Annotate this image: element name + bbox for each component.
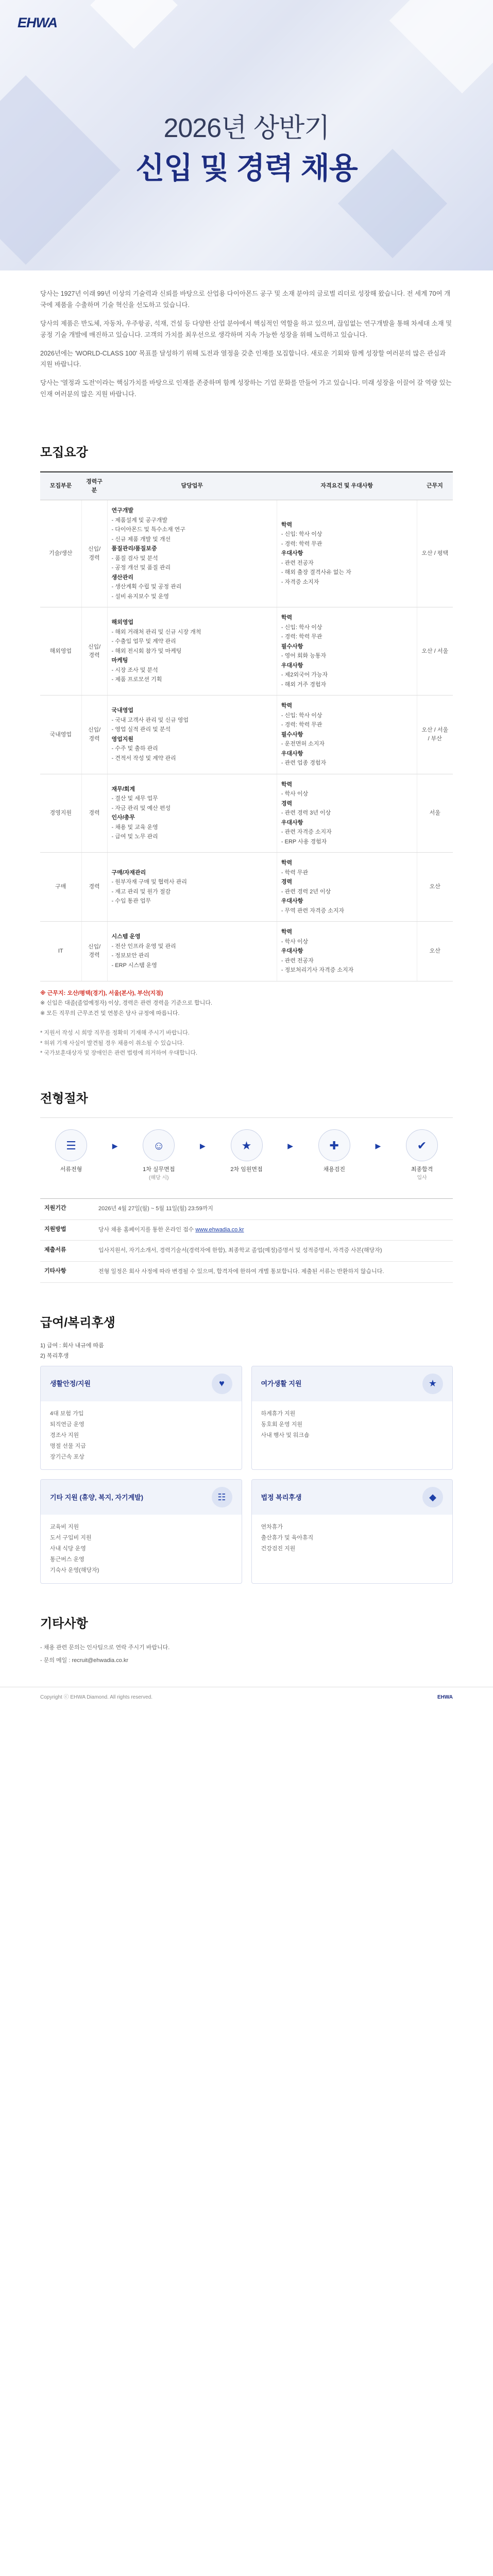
benefit-card-body <box>41 1401 242 1469</box>
process-step <box>391 1129 453 1182</box>
duties-cell <box>107 774 277 853</box>
section-title: 전형절차 <box>40 1092 88 1106</box>
section-title: 모집요강 <box>40 446 88 460</box>
list-item: - 해외 거래처 관리 및 신규 시장 개척 <box>111 629 201 635</box>
duties-list <box>112 785 273 841</box>
list-item: 마케팅 <box>111 657 128 664</box>
qualification-list <box>281 928 413 975</box>
duties-list <box>112 506 273 601</box>
info-value: 2026년 4월 27일(월) ~ 5월 11일(월) 23:59까지 <box>98 1205 213 1212</box>
benefit-card-title: 여가생활 지원 <box>261 1380 302 1388</box>
benefit-card-body <box>252 1401 453 1463</box>
qualification-list <box>281 859 413 915</box>
arrow-right-icon: ▶ <box>199 1142 206 1150</box>
benefit-item: 도서 구입비 지원 <box>50 1535 92 1541</box>
decor-facet <box>90 0 178 49</box>
benefit-item: 4대 보험 가입 <box>50 1410 84 1417</box>
section-title: 급여/복리후생 <box>40 1315 115 1330</box>
list-item: - 관련 업종 경험자 <box>281 760 327 766</box>
step-label: 2차 임원면접 <box>230 1166 263 1173</box>
benefit-card-header <box>41 1366 242 1401</box>
benefit-item: 명절 선물 지급 <box>50 1443 86 1449</box>
list-item: - 신입: 학사 이상 <box>281 624 322 631</box>
list-item: 학력 <box>281 615 293 621</box>
table-row <box>40 607 453 696</box>
info-row <box>40 1220 453 1241</box>
qualification-cell <box>277 774 417 853</box>
benefit-item: 경조사 지원 <box>50 1432 79 1438</box>
list-item: - 관련 경력 2년 이상 <box>281 888 331 895</box>
list-item: - 관련 경력 3년 이상 <box>281 810 331 816</box>
list-item: 우대사항 <box>281 750 303 757</box>
duties-cell <box>107 696 277 774</box>
career-cell: 신입/경력 <box>81 922 107 981</box>
document-icon: ☰ <box>55 1129 87 1161</box>
benefit-item: 기숙사 운영(해당자) <box>50 1567 99 1573</box>
list-item: - 해외 거주 경험자 <box>281 681 327 688</box>
list-item: - 전산 인프라 운영 및 관리 <box>111 943 176 950</box>
benefit-item: 퇴직연금 운영 <box>50 1421 84 1428</box>
list-item: - 설비 유지보수 및 운영 <box>111 593 169 600</box>
list-item: - 신입: 학사 이상 <box>281 531 322 538</box>
benefit-item: 통근버스 운영 <box>50 1556 84 1563</box>
list-item: - 제품 프로모션 기획 <box>111 676 162 683</box>
column-header: 담당업무 <box>107 472 277 500</box>
arrow-right-icon: ▶ <box>112 1142 118 1150</box>
column-header: 자격요건 및 우대사항 <box>277 472 417 500</box>
list-item: - 신입: 학사 이상 <box>281 712 322 719</box>
info-row <box>40 1199 453 1220</box>
duties-list <box>112 933 273 970</box>
note-line: * 허위 기재 사실이 발견될 경우 채용이 취소될 수 있습니다. <box>40 1040 184 1046</box>
list-item: - 채용 및 교육 운영 <box>111 824 158 831</box>
step-label: 1차 실무면접 <box>143 1166 175 1173</box>
location-cell: 서울 <box>417 774 453 853</box>
intro-text <box>0 270 493 428</box>
benefit-item: 건강검진 지원 <box>261 1546 296 1552</box>
division-cell: 기술/생산 <box>40 500 81 607</box>
process-step <box>40 1129 102 1174</box>
list-item: 생산관리 <box>111 574 134 581</box>
list-item: 재무/회계 <box>111 786 135 792</box>
qualification-cell <box>277 696 417 774</box>
list-item: - 생산계획 수립 및 공정 관리 <box>111 584 182 590</box>
step-label: 서류전형 <box>60 1166 82 1173</box>
list-item: 경력 <box>281 879 293 885</box>
footer-logo: EHWA <box>437 1694 453 1700</box>
process-section <box>0 1090 493 1283</box>
benefit-card-body <box>252 1515 453 1577</box>
book-icon: ☷ <box>212 1487 232 1507</box>
info-key: 기타사항 <box>44 1268 66 1275</box>
list-item: - 공정 개선 및 품질 관리 <box>111 565 171 571</box>
list-item: - 경력: 학력 무관 <box>281 722 322 728</box>
list-item: - 해외 전시회 참가 및 마케팅 <box>111 648 182 654</box>
note-line: ※ 모든 직무의 근무조건 및 연봉은 당사 규정에 따릅니다. <box>40 1010 180 1017</box>
list-item: - 원부자재 구매 및 협력사 관리 <box>111 879 187 885</box>
requirements-extra-notes <box>40 1028 453 1059</box>
list-item: 구매/자재관리 <box>111 869 146 876</box>
career-cell: 경력 <box>81 853 107 922</box>
list-item: 필수사항 <box>281 731 303 738</box>
info-key: 제출서류 <box>44 1247 66 1253</box>
list-item: - 학사 이상 <box>281 791 309 797</box>
list-item: 경력 <box>281 800 293 807</box>
list-item: - 자금 관리 및 예산 편성 <box>111 805 171 811</box>
note-line: * 국가보훈대상자 및 장애인은 관련 법령에 의거하여 우대합니다. <box>40 1050 198 1057</box>
duties-cell <box>107 500 277 607</box>
hero-main-title: 신입 및 경력 채용 <box>135 151 358 185</box>
recruit-site-link[interactable]: www.ehwadia.co.kr <box>195 1226 244 1233</box>
duties-cell <box>107 853 277 922</box>
qualification-list <box>281 702 413 768</box>
list-item: - ERP 사용 경험자 <box>281 838 327 845</box>
duties-list <box>112 869 273 906</box>
note-line: ※ 신입은 대졸(졸업예정자) 이상, 경력은 관련 경력을 기준으로 합니다. <box>40 1000 213 1007</box>
shield-icon: ◆ <box>422 1487 443 1507</box>
benefit-grid <box>40 1366 453 1584</box>
list-item: 국내영업 <box>111 707 134 714</box>
table-row <box>40 853 453 922</box>
intro-paragraph: 당사는 '열정과 도전'이라는 핵심가치를 바탕으로 인재를 존중하며 함께 성장하는 기업 문화를 만들어 가고 있습니다. 미래 성장을 이끌어 갈 역량 있는 인재 여러분의 많은 지원 바랍니다. <box>40 379 452 398</box>
qualification-cell <box>277 500 417 607</box>
location-cell: 오산 / 서울 <box>417 607 453 696</box>
career-cell: 신입/경력 <box>81 500 107 607</box>
step-label: 채용검진 <box>323 1166 345 1173</box>
table-header-row <box>40 472 453 500</box>
list-item: - 경력: 학력 무관 <box>281 540 322 547</box>
list-item: 학력 <box>281 860 293 866</box>
table-row <box>40 500 453 607</box>
list-item: 우대사항 <box>281 898 303 904</box>
requirements-section <box>0 444 493 1059</box>
info-value-text: 당사 채용 홈페이지를 통한 온라인 접수 <box>98 1226 194 1233</box>
list-item: - 다이아몬드 및 특수소재 연구 <box>111 527 185 533</box>
info-row <box>40 1262 453 1283</box>
list-item: 학력 <box>281 781 293 788</box>
benefit-card-header <box>252 1480 453 1515</box>
benefit-item: 사내 행사 및 워크숍 <box>261 1432 310 1438</box>
benefit-card-title: 기타 지원 (휴양, 복지, 자기계발) <box>50 1493 144 1501</box>
career-cell: 신입/경력 <box>81 607 107 696</box>
benefit-item: 사내 식당 운영 <box>50 1546 86 1552</box>
list-item: 인사/총무 <box>111 815 135 821</box>
list-item: - 정보보안 관리 <box>111 953 150 959</box>
list-item: - 수주 및 출하 관리 <box>111 745 158 752</box>
benefit-card-header <box>41 1480 242 1515</box>
table-row <box>40 774 453 853</box>
info-row <box>40 1241 453 1262</box>
qualification-list <box>281 521 413 587</box>
list-item: 우대사항 <box>281 819 303 826</box>
career-cell: 신입/경력 <box>81 696 107 774</box>
list-item: - 제2외국어 가능자 <box>281 672 328 678</box>
process-step <box>128 1129 190 1182</box>
list-item: - 시장 조사 및 분석 <box>111 667 158 673</box>
list-item: - 해외 출장 결격사유 없는 자 <box>281 569 351 576</box>
list-item: - 품질 검사 및 분석 <box>111 555 158 562</box>
info-key: 지원방법 <box>44 1226 66 1232</box>
arrow-right-icon: ▶ <box>287 1142 294 1150</box>
benefit-card <box>40 1479 242 1583</box>
location-cell: 오산 <box>417 853 453 922</box>
list-item: - 운전면허 소지자 <box>281 741 325 747</box>
list-item: - 무역 관련 자격증 소지자 <box>281 907 345 914</box>
arrow-right-icon: ▶ <box>375 1142 381 1150</box>
benefit-item: 장기근속 포상 <box>50 1453 84 1460</box>
list-item: 품질관리/품질보증 <box>111 546 157 552</box>
duties-list <box>112 706 273 762</box>
benefit-card-title: 생활안정/지원 <box>50 1380 91 1388</box>
list-item: - 견적서 작성 및 계약 관리 <box>111 755 176 761</box>
division-cell: 국내영업 <box>40 696 81 774</box>
qualification-cell <box>277 853 417 922</box>
benefit-sub-line: 1) 급여 : 회사 내규에 따름 <box>40 1342 104 1349</box>
list-item: - 학력 무관 <box>281 869 309 876</box>
duties-cell <box>107 922 277 981</box>
medical-icon: ✚ <box>318 1129 350 1161</box>
list-item: 영업지원 <box>111 736 134 742</box>
interview-icon: ☺ <box>143 1129 175 1161</box>
requirements-table <box>40 471 453 981</box>
section-title: 기타사항 <box>40 1616 88 1631</box>
list-item: 필수사항 <box>281 643 303 650</box>
list-item: - 관련 자격증 소지자 <box>281 829 332 835</box>
info-key: 지원기간 <box>44 1205 66 1211</box>
benefits-section <box>0 1314 493 1584</box>
benefit-card <box>251 1366 453 1470</box>
list-item: - 국내 고객사 관리 및 신규 영업 <box>111 717 189 723</box>
benefit-item: 교육비 지원 <box>50 1524 79 1531</box>
page-footer <box>0 1687 493 1707</box>
intro-paragraph: 2026년에는 'WORLD-CLASS 100' 목표를 달성하기 위해 도전과 열정을 갖춘 인재를 모집합니다. 새로운 기회와 함께 성장할 여러분의 많은 관심과 지원 바랍니다. <box>40 349 446 368</box>
decor-facet <box>389 0 493 93</box>
copyright-text: Copyright ⓒ EHWA Diamond. All rights reserved. <box>40 1694 153 1700</box>
info-value: 입사지원서, 자기소개서, 경력기술서(경력자에 한함), 최종학교 졸업(예정)증명서 및 성적증명서, 자격증 사본(해당자) <box>98 1247 382 1254</box>
step-label: 최종합격 <box>411 1166 433 1173</box>
application-info <box>40 1198 453 1283</box>
duties-cell <box>107 607 277 696</box>
list-item: 학력 <box>281 521 293 528</box>
qualification-cell <box>277 607 417 696</box>
list-item: - 관련 전공자 <box>281 560 314 566</box>
check-icon: ✔ <box>406 1129 438 1161</box>
benefit-card-body <box>41 1515 242 1583</box>
list-item: 연구개발 <box>111 507 134 514</box>
note-line: ※ 근무지: 오산/평택(경기), 서울(본사), 부산(지점) <box>40 990 163 996</box>
hero-banner <box>0 0 493 270</box>
qualification-list <box>281 781 413 846</box>
list-item: - 자격증 소지자 <box>281 579 319 585</box>
step-sub: 입사 <box>417 1175 427 1181</box>
list-item: 학력 <box>281 703 293 709</box>
etc-line: - 채용 관련 문의는 인사팀으로 연락 주시기 바랍니다. <box>40 1644 170 1651</box>
intro-paragraph: 당사의 제품은 반도체, 자동차, 우주항공, 석재, 건설 등 다양한 산업 분야에서 핵심적인 역할을 하고 있으며, 끊임없는 연구개발을 통해 차세대 소재 및 공정 기술 개발에 매진하고 있습니다. 고객의 가치를 최우선으로 생각하며 지속 가능한 성장을 위해 노력하고 있습니다. <box>40 319 452 338</box>
list-item: - 수출입 업무 및 계약 관리 <box>111 638 176 645</box>
star-icon: ★ <box>422 1374 443 1394</box>
location-cell: 오산 / 평택 <box>417 500 453 607</box>
company-logo: EHWA <box>18 15 57 30</box>
list-item: 시스템 운영 <box>111 934 141 940</box>
division-cell: IT <box>40 922 81 981</box>
table-row <box>40 922 453 981</box>
benefit-sub-line: 2) 복리후생 <box>40 1353 69 1360</box>
division-cell: 구매 <box>40 853 81 922</box>
qualification-list <box>281 614 413 689</box>
list-item: - 수입 통관 업무 <box>111 898 151 904</box>
list-item: 우대사항 <box>281 550 303 557</box>
division-cell: 경영지원 <box>40 774 81 853</box>
division-cell: 해외영업 <box>40 607 81 696</box>
process-step <box>216 1129 278 1174</box>
column-header: 근무지 <box>417 472 453 500</box>
list-item: - 경력: 학력 무관 <box>281 634 322 640</box>
process-step <box>303 1129 365 1174</box>
step-sub: (해당 시) <box>149 1175 169 1181</box>
list-item: - 관련 전공자 <box>281 957 314 964</box>
benefit-item: 동호회 운영 지원 <box>261 1421 302 1428</box>
list-item: - 재고 관리 및 원가 절감 <box>111 888 171 895</box>
list-item: 학력 <box>281 929 293 935</box>
note-line: * 지원서 작성 시 희망 직무를 정확히 기재해 주시기 바랍니다. <box>40 1029 190 1036</box>
table-row <box>40 696 453 774</box>
list-item: - 신규 제품 개발 및 개선 <box>111 536 171 543</box>
benefit-item: 연차휴가 <box>261 1524 283 1531</box>
career-cell: 경력 <box>81 774 107 853</box>
requirements-notes <box>40 989 453 1019</box>
etc-section <box>0 1615 493 1666</box>
list-item: - ERP 시스템 운영 <box>111 962 157 969</box>
benefit-card <box>40 1366 242 1470</box>
qualification-cell <box>277 922 417 981</box>
list-item: - 영업 실적 관리 및 분석 <box>111 726 171 733</box>
location-cell: 오산 <box>417 922 453 981</box>
list-item: - 제품설계 및 공구개발 <box>111 517 167 523</box>
info-value <box>94 1220 453 1241</box>
column-header: 경력구분 <box>81 472 107 500</box>
duties-list <box>112 618 273 684</box>
list-item: - 정보처리기사 자격증 소지자 <box>281 967 354 973</box>
info-value: 전형 일정은 회사 사정에 따라 변경될 수 있으며, 합격자에 한하여 개별 통보합니다. 제출된 서류는 반환하지 않습니다. <box>98 1268 384 1275</box>
executive-icon: ★ <box>231 1129 263 1161</box>
column-header: 모집부문 <box>40 472 81 500</box>
list-item: - 영어 회화 능통자 <box>281 653 327 659</box>
benefit-card-header <box>252 1366 453 1401</box>
list-item: 우대사항 <box>281 948 303 954</box>
benefit-item: 출산휴가 및 육아휴직 <box>261 1535 314 1541</box>
list-item: 해외영업 <box>111 619 134 626</box>
list-item: - 급여 및 노무 관리 <box>111 834 158 840</box>
benefit-item: 하계휴가 지원 <box>261 1410 296 1417</box>
benefit-card <box>251 1479 453 1583</box>
list-item: - 결산 및 세무 업무 <box>111 795 158 802</box>
intro-paragraph: 당사는 1927년 이래 99년 이상의 기술력과 신뢰를 바탕으로 산업용 다이아몬드 공구 및 소재 분야의 글로벌 리더로 성장해 왔습니다. 전 세계 70여 개국에 제품을 수출하며 기술 혁신을 선도하고 있습니다. <box>40 290 451 309</box>
process-steps <box>40 1117 453 1193</box>
list-item: - 학사 이상 <box>281 938 309 945</box>
hero-year-title: 2026년 상반기 <box>163 113 330 143</box>
etc-line: - 문의 메일 : recruit@ehwadia.co.kr <box>40 1657 129 1664</box>
heart-icon: ♥ <box>212 1374 232 1394</box>
location-cell: 오산 / 서울 / 부산 <box>417 696 453 774</box>
list-item: 우대사항 <box>281 662 303 669</box>
benefit-card-title: 법정 복리후생 <box>261 1493 302 1501</box>
requirements-body <box>40 500 453 981</box>
